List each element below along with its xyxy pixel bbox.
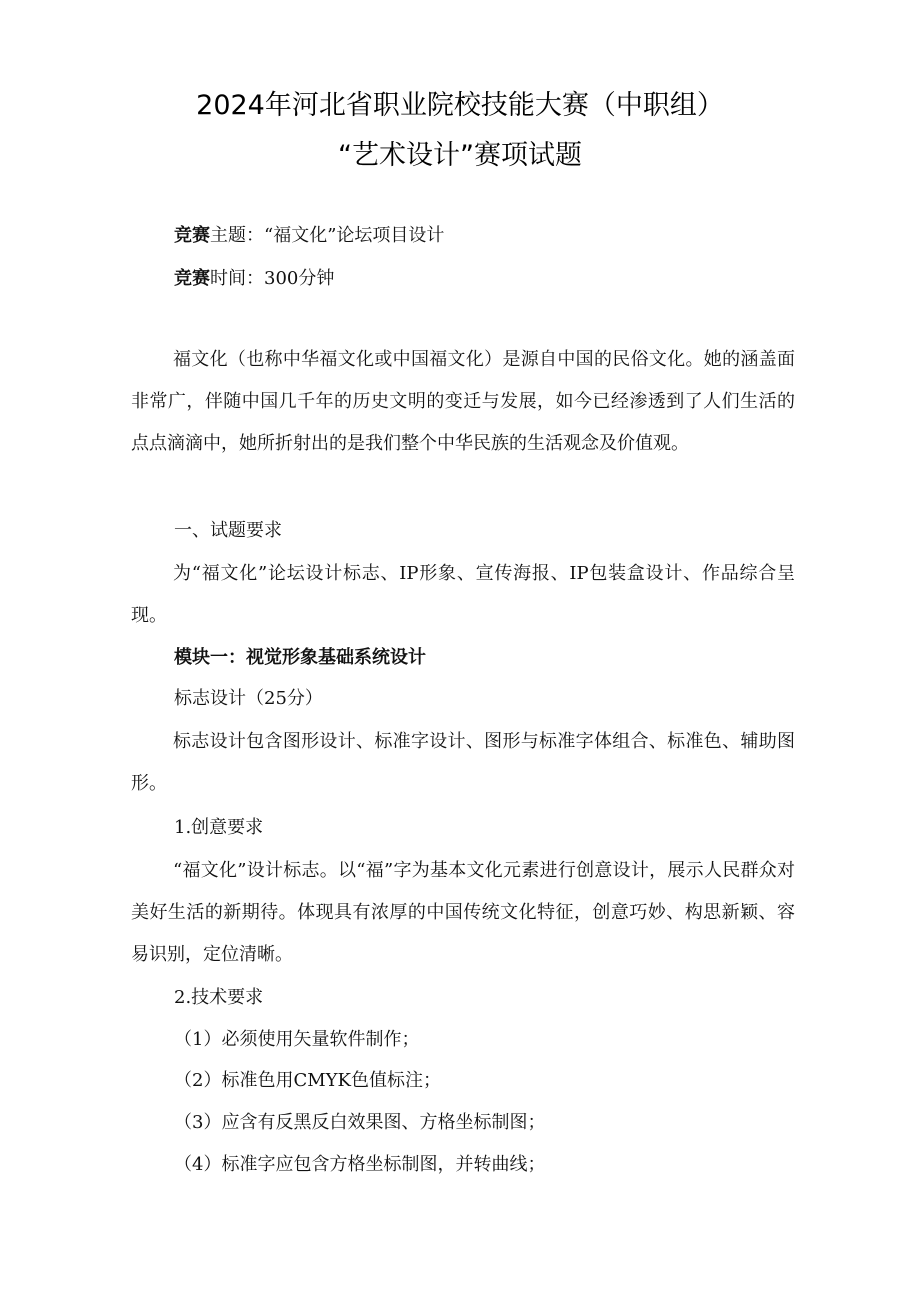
competition-time-text: 时间：300分钟	[210, 268, 335, 289]
module1-heading: 模块一：视觉形象基础系统设计	[174, 647, 426, 668]
competition-theme-label: 竞赛	[174, 225, 210, 246]
technical-requirements-heading: 2.技术要求	[174, 987, 264, 1008]
document-title-line1: 2024年河北省职业院校技能大赛（中职组）	[196, 90, 724, 121]
section1-heading: 一、试题要求	[174, 520, 282, 541]
section1-paragraph: 为“福文化”论坛设计标志、IP形象、宣传海报、IP包装盒设计、作品综合呈现。	[131, 563, 795, 626]
competition-time	[174, 266, 334, 292]
technical-item-3: （3）应含有反黑反白效果图、方格坐标制图；	[174, 1112, 546, 1133]
competition-time-label: 竞赛	[174, 268, 210, 289]
competition-theme-text: 主题：“福文化”论坛项目设计	[210, 225, 445, 246]
logo-design-paragraph: 标志设计包含图形设计、标准字设计、图形与标准字体组合、标准色、辅助图形。	[131, 731, 795, 794]
intro-paragraph: 福文化（也称中华福文化或中国福文化）是源自中国的民俗文化。她的涵盖面非常广，伴随中国几千年的历史文明的变迁与发展，如今已经渗透到了人们生活的点点滴滴中，她所折射出的是我们整个中华民族的生活观念及价值观。	[131, 349, 795, 454]
logo-design-heading: 标志设计（25分）	[174, 688, 323, 709]
competition-theme	[174, 223, 444, 249]
creative-requirements-paragraph: “福文化”设计标志。以“福”字为基本文化元素进行创意设计，展示人民群众对美好生活的新期待。体现具有浓厚的中国传统文化特征，创意巧妙、构思新颖、容易识别，定位清晰。	[131, 860, 795, 965]
creative-requirements-heading: 1.创意要求	[174, 817, 264, 838]
technical-item-4: （4）标准字应包含方格坐标制图，并转曲线；	[174, 1154, 546, 1175]
technical-item-2: （2）标准色用CMYK色值标注；	[174, 1070, 441, 1091]
document-title-line2: “艺术设计”赛项试题	[338, 140, 582, 171]
technical-item-1: （1）必须使用矢量软件制作；	[174, 1029, 420, 1050]
